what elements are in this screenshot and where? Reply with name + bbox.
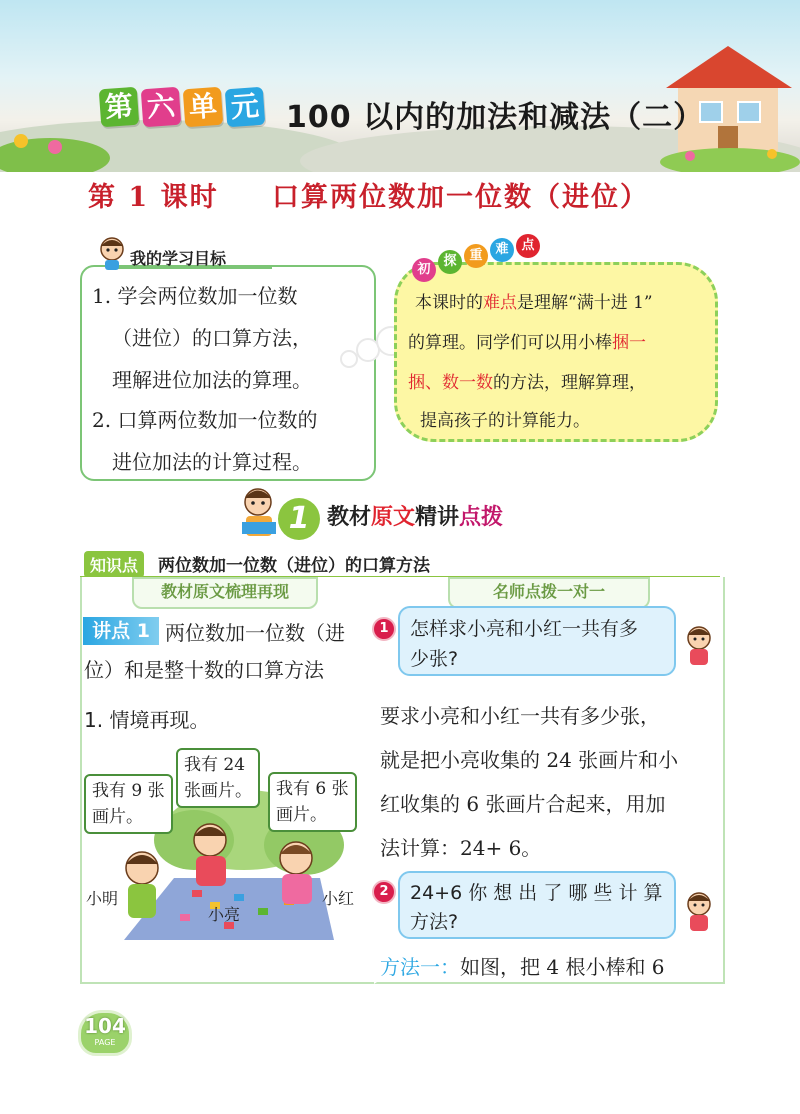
question-number: 1 (372, 617, 396, 641)
answer-line: 法计算：24+ 6。 (380, 836, 542, 860)
left-panel-header: 教材原文梳理再现 (132, 577, 318, 609)
speech-bubble-xiaoming: 我有 9 张 画片。 (84, 774, 173, 834)
knowledge-point-tag: 知识点 (84, 551, 144, 578)
difficulty-tag: 重 (464, 244, 488, 268)
difficulty-line: 本课时的难点是理解“满十进 1” (415, 293, 653, 313)
answer-line: 要求小亮和小红一共有多少张， (380, 704, 660, 728)
difficulty-tag: 难 (490, 238, 514, 262)
difficulty-tag: 点 (516, 234, 540, 258)
child-name: 小红 (322, 889, 355, 908)
unit-char: 六 (141, 87, 182, 128)
difficulty-line: 捆、数一数的方法，理解算理， (408, 373, 646, 393)
difficulty-tag: 初 (412, 258, 436, 282)
question-box: 怎样求小亮和小红一共有多 少张? (398, 606, 676, 676)
difficulty-tag: 探 (438, 250, 462, 274)
thought-bubble (340, 350, 358, 368)
unit-char: 第 (99, 87, 140, 128)
lesson-title: 第 1 课时 (88, 182, 219, 213)
unit-title: 100 以内的加法和减法（二） (286, 100, 705, 135)
page-number: 104 (84, 1014, 126, 1038)
goal-line: 进位加法的计算过程。 (112, 450, 312, 474)
unit-banner (0, 0, 800, 172)
kid-mascot-icon (96, 236, 128, 270)
child-name: 小亮 (208, 905, 241, 924)
speech-bubble-xiaoliang: 我有 24 张画片。 (176, 748, 260, 808)
point-tag: 讲点 1 (83, 617, 159, 645)
flower (48, 140, 62, 154)
scenario-item: 1. 情境再现。 (84, 708, 210, 732)
kid-helper-icon (682, 624, 716, 668)
point-title-line: 位）和是整十数的口算方法 (84, 658, 324, 682)
page-label: PAGE (94, 1038, 116, 1047)
speech-bubble-xiaohong: 我有 6 张 画片。 (268, 772, 357, 832)
unit-char: 元 (225, 87, 266, 128)
goal-line: 理解进位加法的算理。 (112, 368, 312, 392)
question-box: 24+6 你 想 出 了 哪 些 计 算 方法? (398, 871, 676, 939)
goal-line: 1. 学会两位数加一位数 (92, 284, 298, 308)
kid-reading-icon (236, 486, 284, 542)
child-name: 小明 (86, 889, 119, 908)
goal-line: 2. 口算两位数加一位数的 (92, 408, 318, 432)
goal-label: 我的学习目标 (130, 249, 227, 268)
answer-line: 红收集的 6 张画片合起来，用加 (380, 792, 666, 816)
kid-helper-icon (682, 890, 716, 934)
point-title-line: 两位数加一位数（进 (165, 621, 345, 645)
lesson-subtitle: 口算两位数加一位数（进位） (272, 182, 649, 213)
method-line: 方法一：如图，把 4 根小棒和 6 (380, 955, 665, 979)
goal-line: （进位）的口算方法， (112, 326, 312, 350)
answer-line: 就是把小亮收集的 24 张画片和小 (380, 748, 679, 772)
difficulty-line: 提高孩子的计算能力。 (420, 411, 590, 431)
unit-char: 单 (183, 87, 224, 128)
section-number: 1 (278, 498, 320, 540)
difficulty-line: 的算理。同学们可以用小棒捆一 (408, 333, 646, 353)
flower (14, 134, 28, 148)
right-panel-header: 名师点拨一对一 (448, 577, 650, 609)
question-number: 2 (372, 880, 396, 904)
knowledge-point-title: 两位数加一位数（进位）的口算方法 (158, 556, 430, 576)
section-title: 教材原文精讲点拨 (327, 505, 504, 530)
page-number-badge (78, 1010, 132, 1056)
